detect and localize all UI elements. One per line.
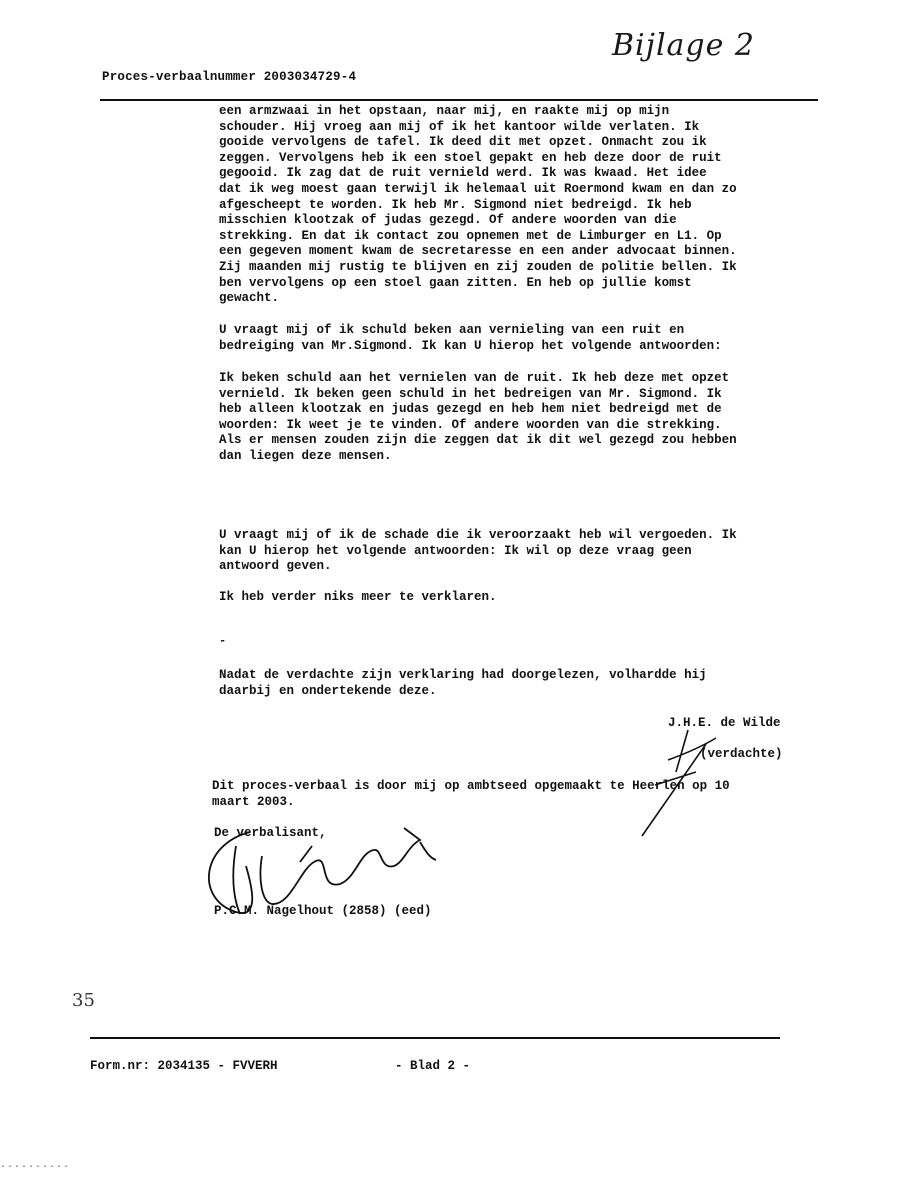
footer-divider bbox=[90, 1037, 780, 1039]
suspect-signature bbox=[642, 730, 716, 836]
oath-statement: Dit proces-verbaal is door mij op ambtseed opgemaakt te Heerlen op 10 maart 2003. bbox=[212, 779, 730, 809]
officer-signature bbox=[209, 828, 436, 914]
stray-mark: - bbox=[219, 634, 227, 648]
margin-page-number: 35 bbox=[72, 990, 95, 1011]
closing-remark: Ik heb verder niks meer te verklaren. bbox=[219, 590, 497, 604]
suspect-role: (verdachte) bbox=[700, 747, 783, 761]
answer-paragraph: Ik beken schuld aan het vernielen van de ruit. Ik heb deze met opzet vernield. Ik beken geen schuld in het bedreigen van Mr. Sigmond. Ik heb alleen klootzak en judas gezegd en heb hem niet bedreigd met de woorden: Ik weet je te vinden. Of andere woorden van die strekking. Als er mensen zouden zijn die zeggen dat ik dit wel gezegd zou hebben dan liegen deze mensen. bbox=[219, 371, 737, 463]
scan-artifact: .......... bbox=[0, 1160, 71, 1171]
handwritten-annotation: Bijlage 2 bbox=[612, 28, 756, 63]
form-number: Form.nr: 2034135 - FVVERH bbox=[90, 1059, 278, 1073]
document-header: Proces-verbaalnummer 2003034729-4 bbox=[102, 70, 357, 84]
question-paragraph: U vraagt mij of ik schuld beken aan vernieling van een ruit en bedreiging van Mr.Sigmond. Ik kan U hierop het volgende antwoorden: bbox=[219, 323, 722, 353]
signing-note: Nadat de verdachte zijn verklaring had doorgelezen, volhardde hij daarbij en ondertekende deze. bbox=[219, 668, 707, 698]
statement-paragraph: een armzwaai in het opstaan, naar mij, en raakte mij op mijn schouder. Hij vroeg aan mij of ik het kantoor wilde verlaten. Ik gooide vervolgens de tafel. Ik deed dit met opzet. Onmacht zou ik zeggen. Vervolgens heb ik een stoel gepakt en heb deze door de ruit gegooid. Ik zag dat de ruit vernield werd. Ik was kwaad. Het idee dat ik weg moest gaan terwijl ik helemaal uit Roermond kwam en dan zo afgescheept te worden. Ik heb Mr. Sigmond niet bedreigd. Ik heb misschien klootzak of judas gezegd. Of andere woorden van die strekking. En dat ik contact zou opnemen met de Limburger en L1. Op een gegeven moment kwam de secretaresse en een ander advocaat binnen. Zij maanden mij rustig te blijven en zij zouden de politie bellen. Ik ben vervolgens op een stoel gaan zitten. En heb op jullie komst gewacht. bbox=[219, 104, 737, 306]
suspect-name: J.H.E. de Wilde bbox=[668, 716, 781, 730]
question-paragraph: U vraagt mij of ik de schade die ik veroorzaakt heb wil vergoeden. Ik kan U hierop het volgende antwoorden: Ik wil op deze vraag geen antwoord geven. bbox=[219, 528, 737, 574]
verbalisant-label: De verbalisant, bbox=[214, 826, 327, 840]
officer-name: P.C.M. Nagelhout (2858) (eed) bbox=[214, 904, 432, 918]
page-indicator: - Blad 2 - bbox=[395, 1059, 471, 1073]
